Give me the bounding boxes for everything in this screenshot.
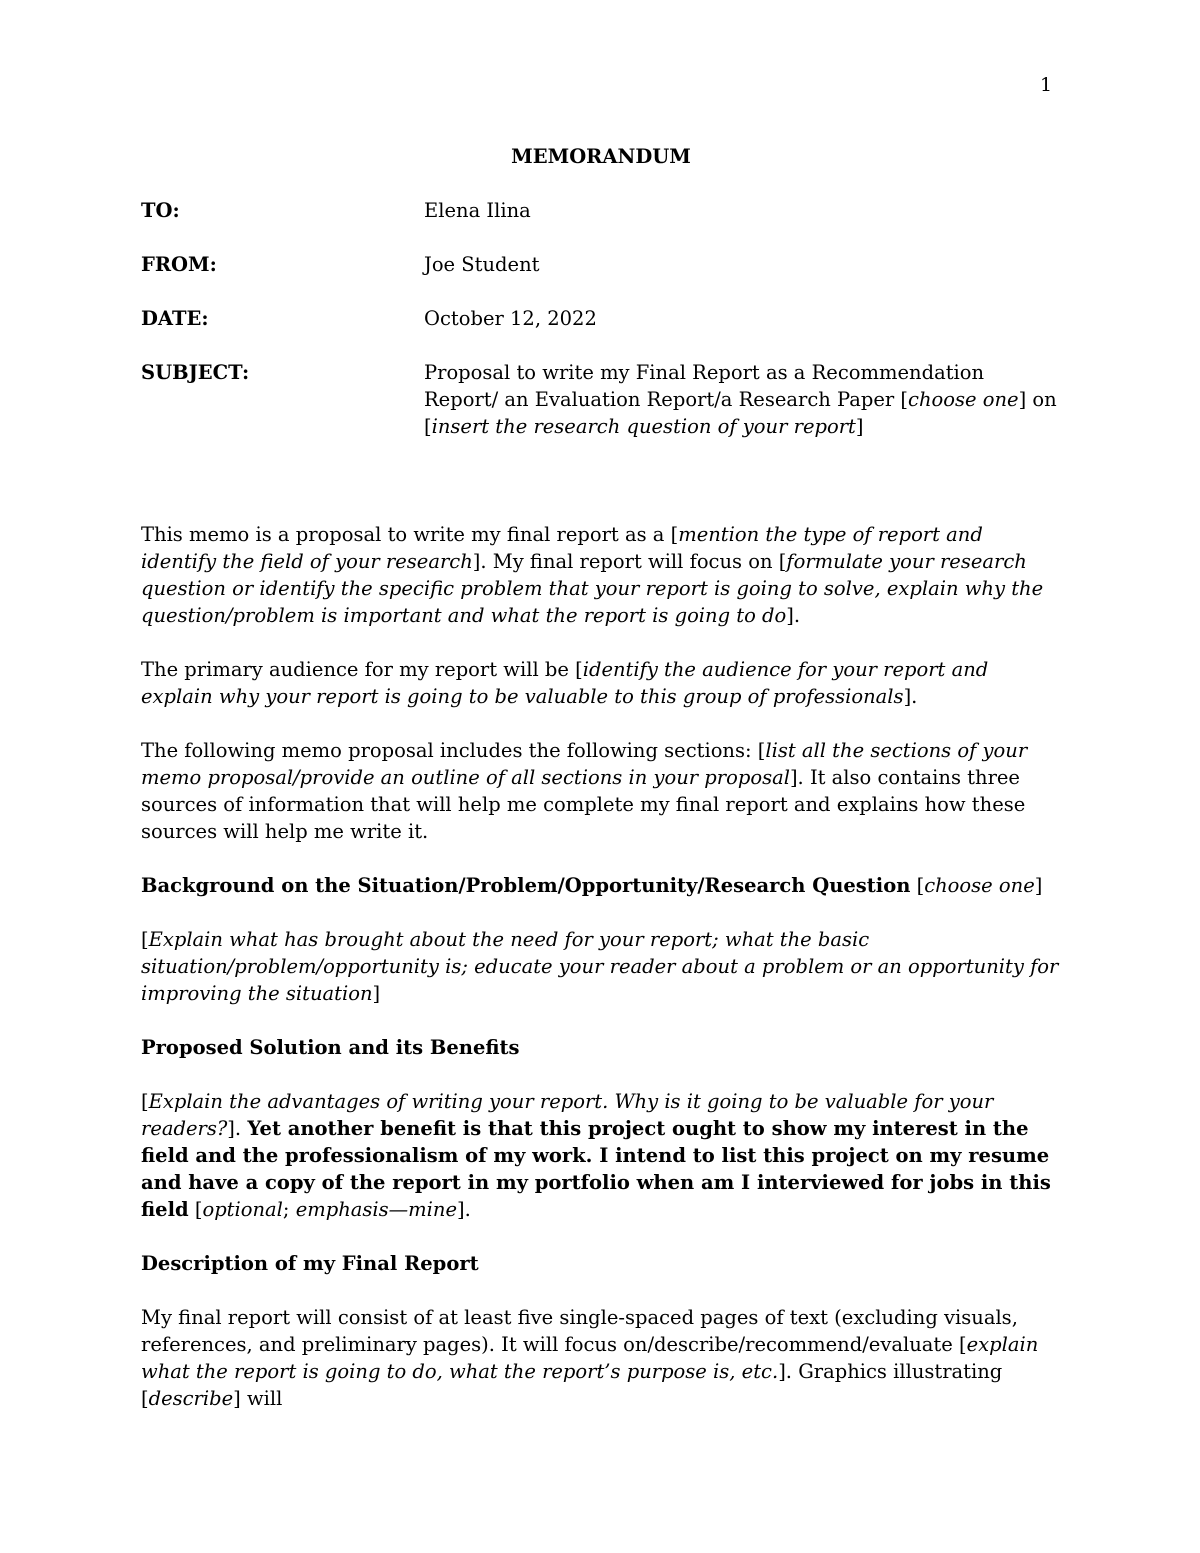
intro-paragraph-3 — [141, 737, 1061, 845]
date-row — [141, 305, 1061, 332]
body-italic: optional — [202, 1198, 283, 1221]
subject-label: SUBJECT: — [141, 361, 250, 384]
body-italic: Explain the advantages of writing your report. Why is it going to be valuable for your readers? — [141, 1090, 994, 1140]
body-bracket: [ — [141, 1090, 149, 1113]
body-bracket: ]. — [227, 1117, 248, 1140]
body-text: ; — [282, 1198, 296, 1221]
subject-text-3: ] — [855, 415, 864, 438]
intro-text: ]. My final report will focus on [ — [472, 550, 787, 573]
memo-document — [141, 143, 1061, 1439]
intro-paragraph-1 — [141, 521, 1061, 629]
intro-text: ]. — [786, 604, 801, 627]
heading-choose: choose one — [924, 874, 1035, 897]
solution-heading: Proposed Solution and its Benefits — [141, 1036, 520, 1059]
body-italic: emphasis—mine — [295, 1198, 457, 1221]
body-bracket: [ — [141, 928, 149, 951]
subject-text-2: ] on [ — [424, 388, 1057, 438]
solution-body — [141, 1088, 1061, 1223]
body-bracket: [ — [188, 1198, 203, 1221]
body-text: ]. Graphics illustrating [ — [141, 1360, 1003, 1410]
heading-text: Background on the Situation/Problem/Opportunity/Research Question — [141, 874, 911, 897]
background-body — [141, 926, 1061, 1007]
body-italic: Explain what has brought about the need for your report; what the basic situation/problem/opportunity is; educate your reader about a problem or an opportunity for improving the situation — [141, 928, 1059, 1005]
intro-paragraph-2 — [141, 656, 1061, 710]
body-bracket: ]. — [456, 1198, 471, 1221]
body-italic: explain what the report is going to do, what the report’s purpose is, etc. — [141, 1333, 1039, 1383]
body-bracket: ] — [372, 982, 381, 1005]
body-italic: describe — [148, 1387, 234, 1410]
from-value: Joe Student — [424, 253, 540, 276]
intro-text: The primary audience for my report will be [ — [141, 658, 583, 681]
from-label: FROM: — [141, 253, 217, 276]
heading-bracket: ] — [1034, 874, 1043, 897]
to-row — [141, 197, 1061, 224]
date-label: DATE: — [141, 307, 209, 330]
body-text: My final report will consist of at least five single-spaced pages of text (excluding visuals, references, and preliminary pages). It will focus on/describe/recommend/evaluate [ — [141, 1306, 1018, 1356]
description-heading: Description of my Final Report — [141, 1252, 479, 1275]
intro-text: ]. It also contains three sources of information that will help me complete my final report and explains how these sources will help me write it. — [141, 766, 1026, 843]
subject-choose: choose one — [908, 388, 1019, 411]
spacer — [141, 467, 1061, 521]
intro-text: ]. — [903, 685, 918, 708]
subject-text: Proposal to write my Final Report as a Recommendation Report/ an Evaluation Report/a Research Paper [ — [424, 361, 985, 411]
date-value: October 12, 2022 — [424, 307, 597, 330]
intro-italic: mention the type of report and identify the field of your research — [141, 523, 983, 573]
intro-italic: formulate your research question or identify the specific problem that your report is going to solve, explain why the question/problem is important and what the report is going to do — [141, 550, 1044, 627]
intro-italic: list all the sections of your memo proposal/provide an outline of all sections in your proposal — [141, 739, 1028, 789]
memo-title: MEMORANDUM — [511, 145, 691, 168]
to-label: TO: — [141, 199, 180, 222]
background-heading — [141, 872, 1061, 899]
from-row — [141, 251, 1061, 278]
subject-value — [424, 359, 1061, 440]
subject-row — [141, 359, 1061, 440]
to-value: Elena Ilina — [424, 199, 531, 222]
subject-insert: insert the research question of your report — [431, 415, 856, 438]
description-body — [141, 1304, 1061, 1412]
page-number: 1 — [1040, 74, 1053, 96]
heading-bracket: [ — [910, 874, 925, 897]
body-bold: Yet another benefit is that this project ought to show my interest in the field and the professionalism of my work. I intend to list this project on my resume and have a copy of the report in my portfolio when am I interviewed for jobs in this field — [141, 1117, 1051, 1221]
intro-text: The following memo proposal includes the following sections: [ — [141, 739, 766, 762]
intro-text: This memo is a proposal to write my final report as a [ — [141, 523, 679, 546]
body-text: ] will — [233, 1387, 283, 1410]
intro-italic: identify the audience for your report and explain why your report is going to be valuable to this group of professionals — [141, 658, 989, 708]
